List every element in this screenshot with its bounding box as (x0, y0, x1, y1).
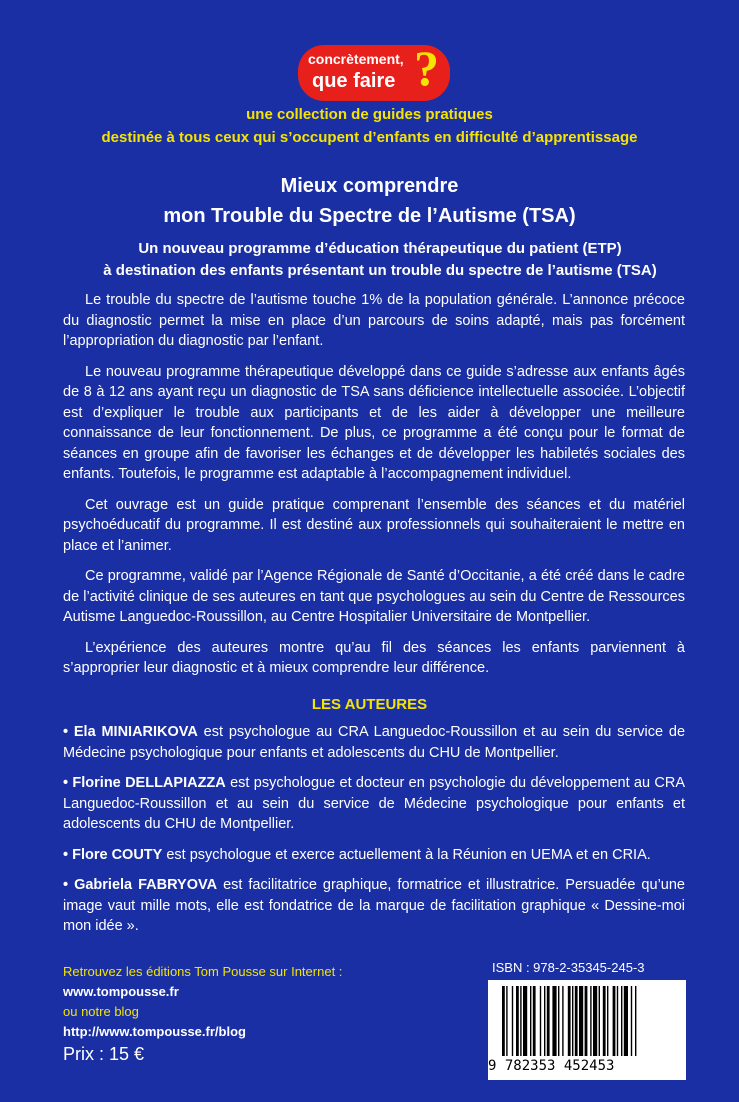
barcode-digits: 9 782353 452453 (488, 1058, 615, 1074)
website-link[interactable]: www.tompousse.fr (63, 984, 179, 999)
barcode-bar (631, 986, 632, 1056)
barcode-bar (523, 986, 527, 1056)
price: Prix : 15 € (63, 1044, 145, 1064)
author-name: • Flore COUTY (63, 846, 163, 863)
barcode-bar (540, 986, 541, 1056)
barcode-bar (590, 986, 591, 1056)
barcode (488, 980, 686, 1080)
logo-line1: concrètement, (308, 51, 404, 67)
authors-list (63, 722, 685, 947)
barcode-bar (635, 986, 636, 1056)
blog-link[interactable]: http://www.tompousse.fr/blog (63, 1024, 246, 1039)
barcode-bar (575, 986, 578, 1056)
author-item (63, 845, 685, 866)
author-item (63, 722, 685, 763)
paragraph-1: Le trouble du spectre de l’autisme touche 1% de la population générale. L’annonce précoce du diagnostic permet la mise en place d’un parcours de soins adapté, mais pas forcément l’appropriation du diagnostic par l’enfant. (63, 292, 685, 349)
author-bio: est psychologue et docteur en psychologie du développement au CRA Languedoc-Roussillon et au sein du service de Médecine psychologique pour enfants et adolescents du CHU de Montpellier. (63, 775, 686, 832)
barcode-bar (603, 986, 606, 1056)
logo-line2: que faire (312, 70, 396, 92)
book-title-line2: mon Trouble du Spectre de l’Autisme (TSA) (163, 205, 576, 227)
barcode-bar (593, 986, 597, 1056)
authors-heading: LES AUTEURES (311, 696, 428, 713)
barcode-bar (547, 986, 550, 1056)
barcode-bar (533, 986, 536, 1056)
collection-logo (298, 40, 450, 101)
lead-line2: à destination des enfants présentant un trouble du spectre de l’autisme (TSA) (103, 262, 657, 279)
paragraph-5: L’expérience des auteures montre qu’au fil des séances les enfants parviennent à s’approprier leur diagnostic et à mieux comprendre leur différence. (63, 639, 685, 676)
publisher-links (63, 962, 342, 1042)
paragraph-2: Le nouveau programme thérapeutique développé dans ce guide s’adresse aux enfants âgés de 8 à 12 ans ayant reçu un diagnostic de TSA sans déficience intellectuelle associée. L’objectif est d’expliquer le trouble aux participants et de les aider à développer une meilleure connaissance de leur fonctionnement. De plus, ce programme a été conçu pour le format de séances en groupe afin de favoriser les échanges et de développer les habiletés sociales des enfants. Toutefois, le programme est adaptable à l’accompagnement individuel. (63, 363, 685, 482)
author-item (63, 773, 685, 835)
barcode-bar (621, 986, 622, 1056)
collection-line2: destinée à tous ceux qui s’occupent d’enfants en difficulté d’apprentissage (101, 129, 638, 146)
barcode-bar (516, 986, 519, 1056)
paragraph-3: Cet ouvrage est un guide pratique comprenant l’ensemble des séances et du matériel psychoéducatif du programme. Il est destiné aux professionnels qui souhaiteraient le mettre en place et l’animer. (63, 496, 685, 554)
barcode-bar (568, 986, 571, 1056)
barcode-bar (562, 986, 563, 1056)
barcode-bar (558, 986, 559, 1056)
barcode-bar (552, 986, 556, 1056)
internet-label: Retrouvez les éditions Tom Pousse sur Internet : (63, 964, 343, 979)
paragraph-4: Ce programme, validé par l’Agence Régionale de Santé d’Occitanie, a été créé dans le cadre de l’activité clinique de ses auteures en tant que psychologues au sein du Centre de Ressources Autisme Languedoc-Roussillon, au Centre Hospitalier Universitaire de Montpellier. (63, 568, 685, 625)
logo-question-mark: ? (414, 40, 439, 96)
author-bio: est psychologue au CRA Languedoc-Roussillon et au sein du service de Médecine psychologique pour enfants et adolescents du CHU de Montpellier. (63, 724, 686, 761)
barcode-bar (624, 986, 628, 1056)
collection-line1: une collection de guides pratiques (246, 106, 493, 123)
author-item (63, 875, 685, 937)
blog-label: ou notre blog (63, 1004, 139, 1019)
barcode-bar (544, 986, 545, 1056)
description-body (63, 290, 685, 689)
barcode-bar (617, 986, 618, 1056)
barcode-bar (530, 986, 531, 1056)
barcode-bar (607, 986, 608, 1056)
book-title-line1: Mieux comprendre (280, 175, 459, 197)
lead-line1: Un nouveau programme d’éducation thérapeutique du patient (ETP) (138, 240, 622, 257)
barcode-bar (572, 986, 573, 1056)
barcode-bar (585, 986, 588, 1056)
barcode-bar (599, 986, 600, 1056)
barcode-bar (613, 986, 616, 1056)
author-name: • Ela MINIARIKOVA (63, 724, 198, 740)
author-name: • Gabriela FABRYOVA (63, 877, 218, 893)
barcode-bar (502, 986, 505, 1056)
barcode-bar (579, 986, 583, 1056)
isbn: ISBN : 978-2-35345-245-3 (492, 960, 645, 975)
barcode-bar (520, 986, 521, 1056)
barcode-bars (488, 980, 686, 1060)
author-name: • Florine DELLAPIAZZA (63, 775, 226, 791)
barcode-bar (506, 986, 507, 1056)
author-bio: est psychologue et exerce actuellement à la Réunion en UEMA et en CRIA. (162, 846, 651, 863)
barcode-bar (512, 986, 513, 1056)
author-bio: est facilitatrice graphique, formatrice et illustratrice. Persuadée qu’une image vaut mille mots, elle est fondatrice de la marque de facilitation graphique « Dessine-moi mon idée ». (63, 877, 685, 934)
